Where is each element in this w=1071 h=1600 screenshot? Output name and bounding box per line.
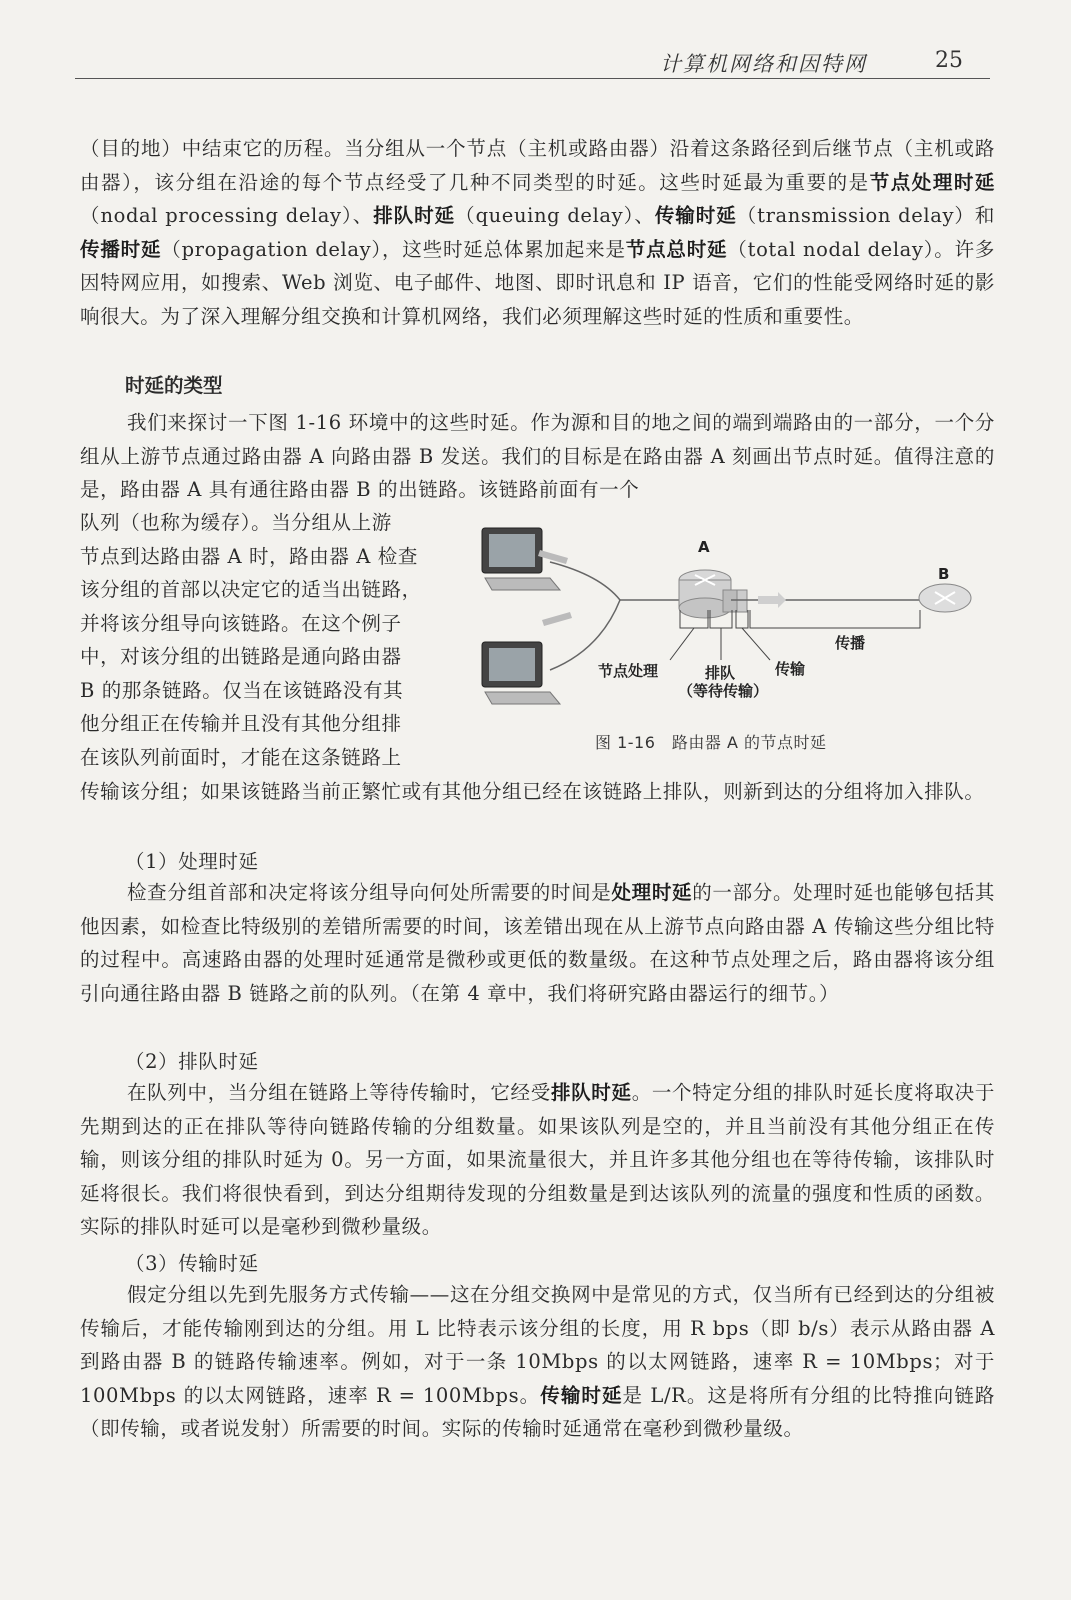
text-run: 。一个特定分组的排队时延长度将取决于先期到达的正在排队等待向链路传输的分组数量。如果该队列是空的，并且当前没有其他分组正在传输，则该分组的排队时延为 0。另一方面，如果流量很大，并且许多其他分组也在等待传输，该排队时延将很长。我们将很快看到，到达分组期待发现的分组数量是到达该队列的流量的强度和性质的函数。实际的排队时延可以是毫秒到微秒量级。 [80, 1081, 995, 1238]
label-transmission: 传输 [775, 660, 806, 678]
paragraph-delay-types: 我们来探讨一下图 1-16 环境中的这些时延。作为源和目的地之间的端到端路由的一部分，一个分组从上游节点通过路由器 A 向路由器 B 发送。我们的目标是在路由器 A 刻画出节点时延。值得注意的是，路由器 A 具有通往路由器 B 的出链路。该链路前面有一个 [80, 411, 995, 501]
term-nodal-processing-delay: 节点处理时延 [869, 170, 995, 194]
text-line: B 的那条链路。仅当在该链路没有其 [80, 678, 404, 702]
text-line: 在该队列前面时，才能在这条链路上 [80, 745, 402, 769]
bracket-propagation [750, 610, 920, 628]
paragraph-wrap-column [80, 506, 475, 774]
text-run: 的一部分。处理时延也能够包括其他因素，如检查比特级别的差错所需要的时间，该差错出现在从上游节点向路由器 A 传输这些分组比特的过程中。高速路由器的处理时延通常是微秒或更低的数量级。在这种节点处理之后，路由器将该分组引向通往路由器 B 链路之前的队列。（在第 4 章中，我们将研究路由器运行的细节。） [80, 881, 995, 1005]
label-processing: 节点处理 [598, 662, 659, 680]
term-transmission-delay: 传输时延 [540, 1383, 623, 1407]
text-run: （nodal processing delay）、 [80, 204, 374, 227]
computer-icon-bottom [482, 642, 560, 704]
packet-arrow [542, 612, 572, 626]
queue-packet [737, 590, 747, 612]
term-transmission-delay: 传输时延 [654, 204, 737, 227]
subhead-transmission-delay: （3）传输时延 [125, 1252, 259, 1275]
paragraph-queuing-delay [80, 1076, 995, 1244]
label-router-b: B [938, 565, 950, 583]
text-run: 是 L/R。这是将所有分组的比特推向链路（即传输，或者说发射）所需要的时间。实际的传输时延通常在毫秒到微秒量级。 [80, 1383, 995, 1440]
pointer-processing [670, 628, 694, 660]
queue-packet [723, 590, 737, 612]
link-line [550, 562, 620, 600]
figure-caption: 图 1-16 路由器 A 的节点时延 [595, 733, 827, 752]
bracket-transmission [736, 610, 748, 628]
text-run: （propagation delay），这些时延总体累加起来是 [161, 237, 626, 261]
figure-router-delay [480, 520, 1000, 745]
text-run: （目的地）中结束它的历程。当分组从一个节点（主机或路由器）沿着这条路径到后继节点（主机或路由器），该分组在沿途的每个节点经受了几种不同类型的时延。这些时延最为重要的是 [80, 137, 995, 194]
term-processing-delay: 处理时延 [611, 881, 693, 904]
pointer-transmission [742, 628, 770, 660]
text-line: 并将该分组导向该链路。在这个例子 [80, 611, 402, 635]
paragraph-intro [80, 132, 995, 333]
subhead-processing-delay: （1）处理时延 [125, 850, 259, 873]
text-run: （queuing delay）、 [455, 204, 655, 227]
text-line: 该分组的首部以决定它的适当出链路， [80, 578, 422, 601]
text-run: （transmission delay）和 [736, 204, 996, 227]
text-line: 队列（也称为缓存）。当分组从上游 [80, 511, 392, 534]
running-head: 计算机网络和因特网 [660, 52, 867, 76]
term-total-nodal-delay: 节点总时延 [625, 237, 728, 261]
label-router-a: A [698, 538, 710, 556]
text-line: 节点到达路由器 A 时，路由器 A 检查 [80, 544, 418, 568]
packet-arrow [758, 592, 786, 608]
text-run: （total nodal delay）。许多因特网应用，如搜索、Web 浏览、电子邮件、地图、即时讯息和 IP 语音，它们的性能受网络时延的影响很大。为了深入理解分组交换和计算机网络，我们必须理解这些时延的性质和重要性。 [80, 237, 996, 328]
text-run: 假定分组以先到先服务方式传输——这在分组交换网中是常见的方式，仅当所有已经到达的分组被传输后，才能传输刚到达的分组。用 L 比特表示该分组的长度，用 R bps（即 b/s）表示从路由器 A 到路由器 B 的链路传输速率。例如，对于一条 10Mbps 的以太网链路，速率 R = 10Mbps；对于 100Mbps 的以太网链路，速率 R = 100Mbps。 [80, 1283, 995, 1407]
paragraph-delay-types-tail: 传输该分组；如果该链路当前正繁忙或有其他分组已经在该链路上排队，则新到达的分组将加入排队。 [80, 780, 985, 803]
subhead-queuing-delay: （2）排队时延 [125, 1050, 259, 1073]
computer-icon-top [482, 528, 560, 590]
term-propagation-delay: 传播时延 [80, 237, 162, 261]
header-rule [75, 78, 990, 79]
label-propagation: 传播 [835, 634, 866, 652]
paragraph-transmission-delay [80, 1278, 995, 1446]
router-b-icon [919, 584, 971, 612]
term-queuing-delay: 排队时延 [550, 1081, 632, 1104]
text-line: 中，对该分组的出链路是通向路由器 [80, 645, 402, 668]
figure-diagram [480, 520, 1000, 745]
page-number: 25 [935, 48, 963, 73]
text-line: 他分组正在传输并且没有其他分组排 [80, 712, 402, 735]
term-queuing-delay: 排队时延 [373, 204, 456, 227]
text-run: 检查分组首部和决定将该分组导向何处所需要的时间是 [127, 881, 612, 904]
label-queueing-note: （等待传输） [678, 682, 769, 700]
text-run: 在队列中，当分组在链路上等待传输时，它经受 [127, 1081, 551, 1104]
section-heading: 时延的类型 [125, 374, 223, 397]
label-queueing: 排队 [705, 664, 736, 682]
paragraph-processing-delay [80, 876, 995, 1010]
